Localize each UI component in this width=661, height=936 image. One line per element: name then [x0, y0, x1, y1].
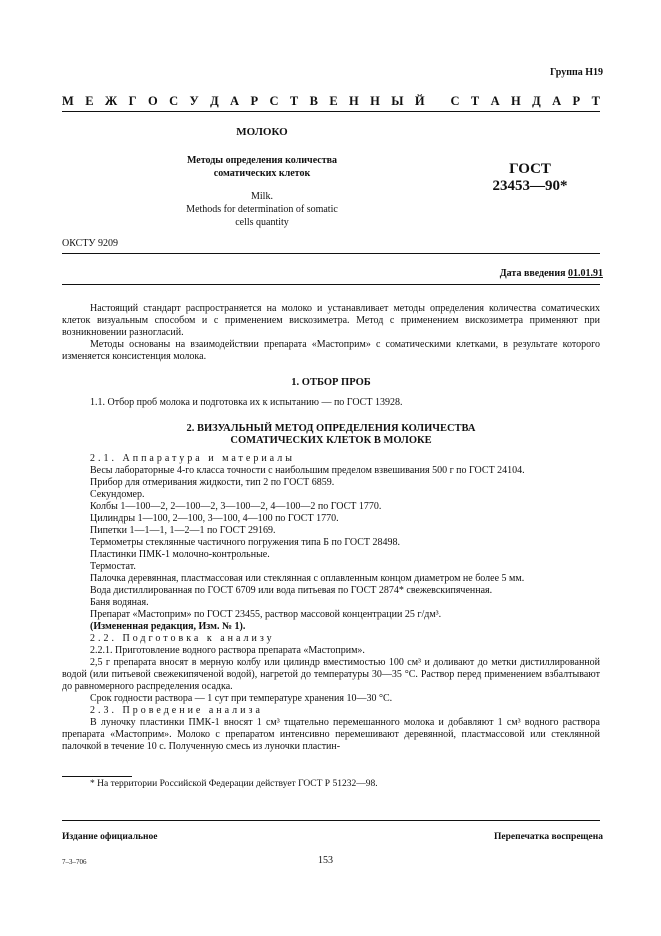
gost-number	[470, 161, 590, 195]
gost-code: 23453—90*	[492, 178, 568, 194]
equipment-item: Пластинки ПМК-1 молочно-контрольные.	[90, 549, 270, 560]
banner-letter: С	[269, 94, 279, 108]
banner-letter: Н	[370, 94, 380, 108]
banner-letter: Е	[329, 94, 338, 108]
equipment-item: Термостат.	[90, 561, 136, 572]
banner-letter: Ж	[104, 94, 118, 108]
banner-letter: Й	[414, 94, 425, 108]
intro-date-label: Дата введения	[499, 268, 566, 279]
banner-letter: Г	[128, 94, 137, 108]
banner-letter: В	[309, 94, 318, 108]
banner-letter: А	[490, 94, 500, 108]
banner-letter: С	[450, 94, 460, 108]
equipment-item: Весы лабораторные 4-го класса точности с наибольшим пределом взвешивания 500 г по ГОСТ 24104.	[90, 465, 525, 476]
paragraph-analysis: В луночку пластинки ПМК-1 вносят 1 см³ тщательно перемешанного молока и добавляют 1 см³ водного раствора препарата «Мастоприм». Молоко с препаратом интенсивно перемешивают деревянной, пластмассовой или стеклянной палочкой в течение 10 с. Полученную смесь из луночки пластин-	[62, 717, 600, 752]
equipment-item: Секундомер.	[90, 489, 145, 500]
paragraph-solution-prep: 2,5 г препарата вносят в мерную колбу или цилиндр вместимостью 100 см³ и доливают до метки дистиллированной водой (или питьевой свежекипяченой водой), нагретой до температуры 30—35 °С. Раствор перед применением взбалтывают до равномерного распределения осадка.	[62, 657, 600, 692]
english-title	[62, 190, 462, 229]
banner-letter: Т	[591, 94, 600, 108]
banner-letter: Т	[289, 94, 299, 108]
clause-2-2-heading: 2.2. Подготовка к анализу	[90, 633, 275, 644]
banner-letter: А	[552, 94, 562, 108]
section-2-heading-line-1: 2. ВИЗУАЛЬНЫЙ МЕТОД ОПРЕДЕЛЕНИЯ КОЛИЧЕСТВА	[186, 423, 476, 434]
banner-letter: О	[147, 94, 158, 108]
okstu-rule	[62, 253, 600, 254]
footer-rule	[62, 820, 600, 821]
banner-letter: Н	[511, 94, 521, 108]
banner-letter: Д	[532, 94, 541, 108]
okstu-code: ОКСТУ 9209	[62, 238, 119, 249]
section-2-heading-line-2: СОМАТИЧЕСКИХ КЛЕТОК В МОЛОКЕ	[230, 435, 432, 446]
introduction-date	[500, 268, 603, 279]
equipment-item: Пипетки 1—1—1, 1—2—1 по ГОСТ 29169.	[90, 525, 276, 536]
amendment-note: (Измененная редакция, Изм. № 1).	[90, 621, 246, 632]
paragraph-shelf-life: Срок годности раствора — 1 сут при температуре хранения 10—30 °С.	[90, 693, 393, 704]
banner-letter	[436, 94, 439, 109]
subtitle-line-2: соматических клеток	[213, 168, 311, 179]
equipment-item: Цилиндры 1—100, 2—100, 3—100, 4—100 по ГОСТ 1770.	[90, 513, 339, 524]
equipment-item: Колбы 1—100—2, 2—100—2, 3—100—2, 4—100—2 по ГОСТ 1770.	[90, 501, 382, 512]
equipment-item: Баня водяная.	[90, 597, 149, 608]
interstate-standard-banner	[62, 94, 600, 109]
banner-letter: Ы	[391, 94, 404, 108]
equipment-item: Палочка деревянная, пластмассовая или стеклянная с оплавленным концом диаметром не более 5 мм.	[90, 573, 525, 584]
page-number: 153	[318, 855, 333, 866]
document-subtitle	[62, 154, 462, 180]
banner-letter: С	[169, 94, 179, 108]
intro-date-value: 01.01.91	[568, 268, 603, 279]
banner-letter: Н	[349, 94, 359, 108]
clause-2-2-1: 2.2.1. Приготовление водного раствора препарата «Мастоприм».	[90, 645, 365, 656]
english-title-line-2: Methods for determination of somatic	[186, 204, 338, 215]
banner-letter: Т	[470, 94, 480, 108]
intro-date-rule	[62, 284, 600, 285]
gost-label: ГОСТ	[509, 161, 551, 177]
equipment-item: Термометры стеклянные частичного погружения типа Б по ГОСТ 28498.	[90, 537, 401, 548]
paragraph-principle: Методы основаны на взаимодействии препарата «Мастоприм» с соматическими клетками, в результате которого изменяется консистенция молока.	[62, 339, 600, 362]
banner-letter: Д	[210, 94, 219, 108]
clause-2-3-heading: 2.3. Проведение анализа	[90, 705, 263, 716]
banner-letter: Е	[85, 94, 94, 108]
reprint-prohibited-label: Перепечатка воспрещена	[493, 832, 603, 842]
english-title-line-1: Milk.	[251, 191, 273, 202]
equipment-item: Вода дистиллированная по ГОСТ 6709 или вода питьевая по ГОСТ 2874* свежевскипяченная.	[90, 585, 493, 596]
banner-letter: У	[189, 94, 199, 108]
equipment-item: Препарат «Мастоприм» по ГОСТ 23455, раствор массовой концентрации 25 г/дм³.	[90, 609, 442, 620]
subtitle-line-1: Методы определения количества	[186, 155, 338, 166]
banner-letter: М	[62, 94, 74, 108]
footnote-rule	[62, 776, 132, 777]
banner-letter: Р	[250, 94, 259, 108]
footnote: * На территории Российской Федерации действует ГОСТ Р 51232—98.	[90, 779, 378, 789]
official-edition-label: Издание официальное	[62, 832, 158, 842]
equipment-item: Прибор для отмеривания жидкости, тип 2 по ГОСТ 6859.	[90, 477, 335, 488]
print-code: 7–3–706	[62, 858, 87, 866]
group-label: Группа Н19	[550, 67, 603, 78]
section-1-heading: 1. ОТБОР ПРОБ	[291, 377, 371, 388]
document-body	[62, 303, 600, 753]
banner-letter: Р	[572, 94, 581, 108]
english-title-line-3: cells quantity	[235, 217, 289, 228]
clause-2-1-heading: 2.1. Аппаратура и материалы	[90, 453, 295, 464]
banner-letter: А	[230, 94, 240, 108]
document-title: МОЛОКО	[236, 126, 288, 138]
header-rule	[62, 111, 600, 112]
clause-1-1: 1.1. Отбор проб молока и подготовка их к испытанию — по ГОСТ 13928.	[90, 397, 403, 408]
paragraph-scope: Настоящий стандарт распространяется на молоко и устанавливает методы определения количества соматических клеток визуальным способом и с применением вискозиметра. Метод с применением вискозиметра применяют при возникновении разногласий.	[62, 303, 600, 338]
